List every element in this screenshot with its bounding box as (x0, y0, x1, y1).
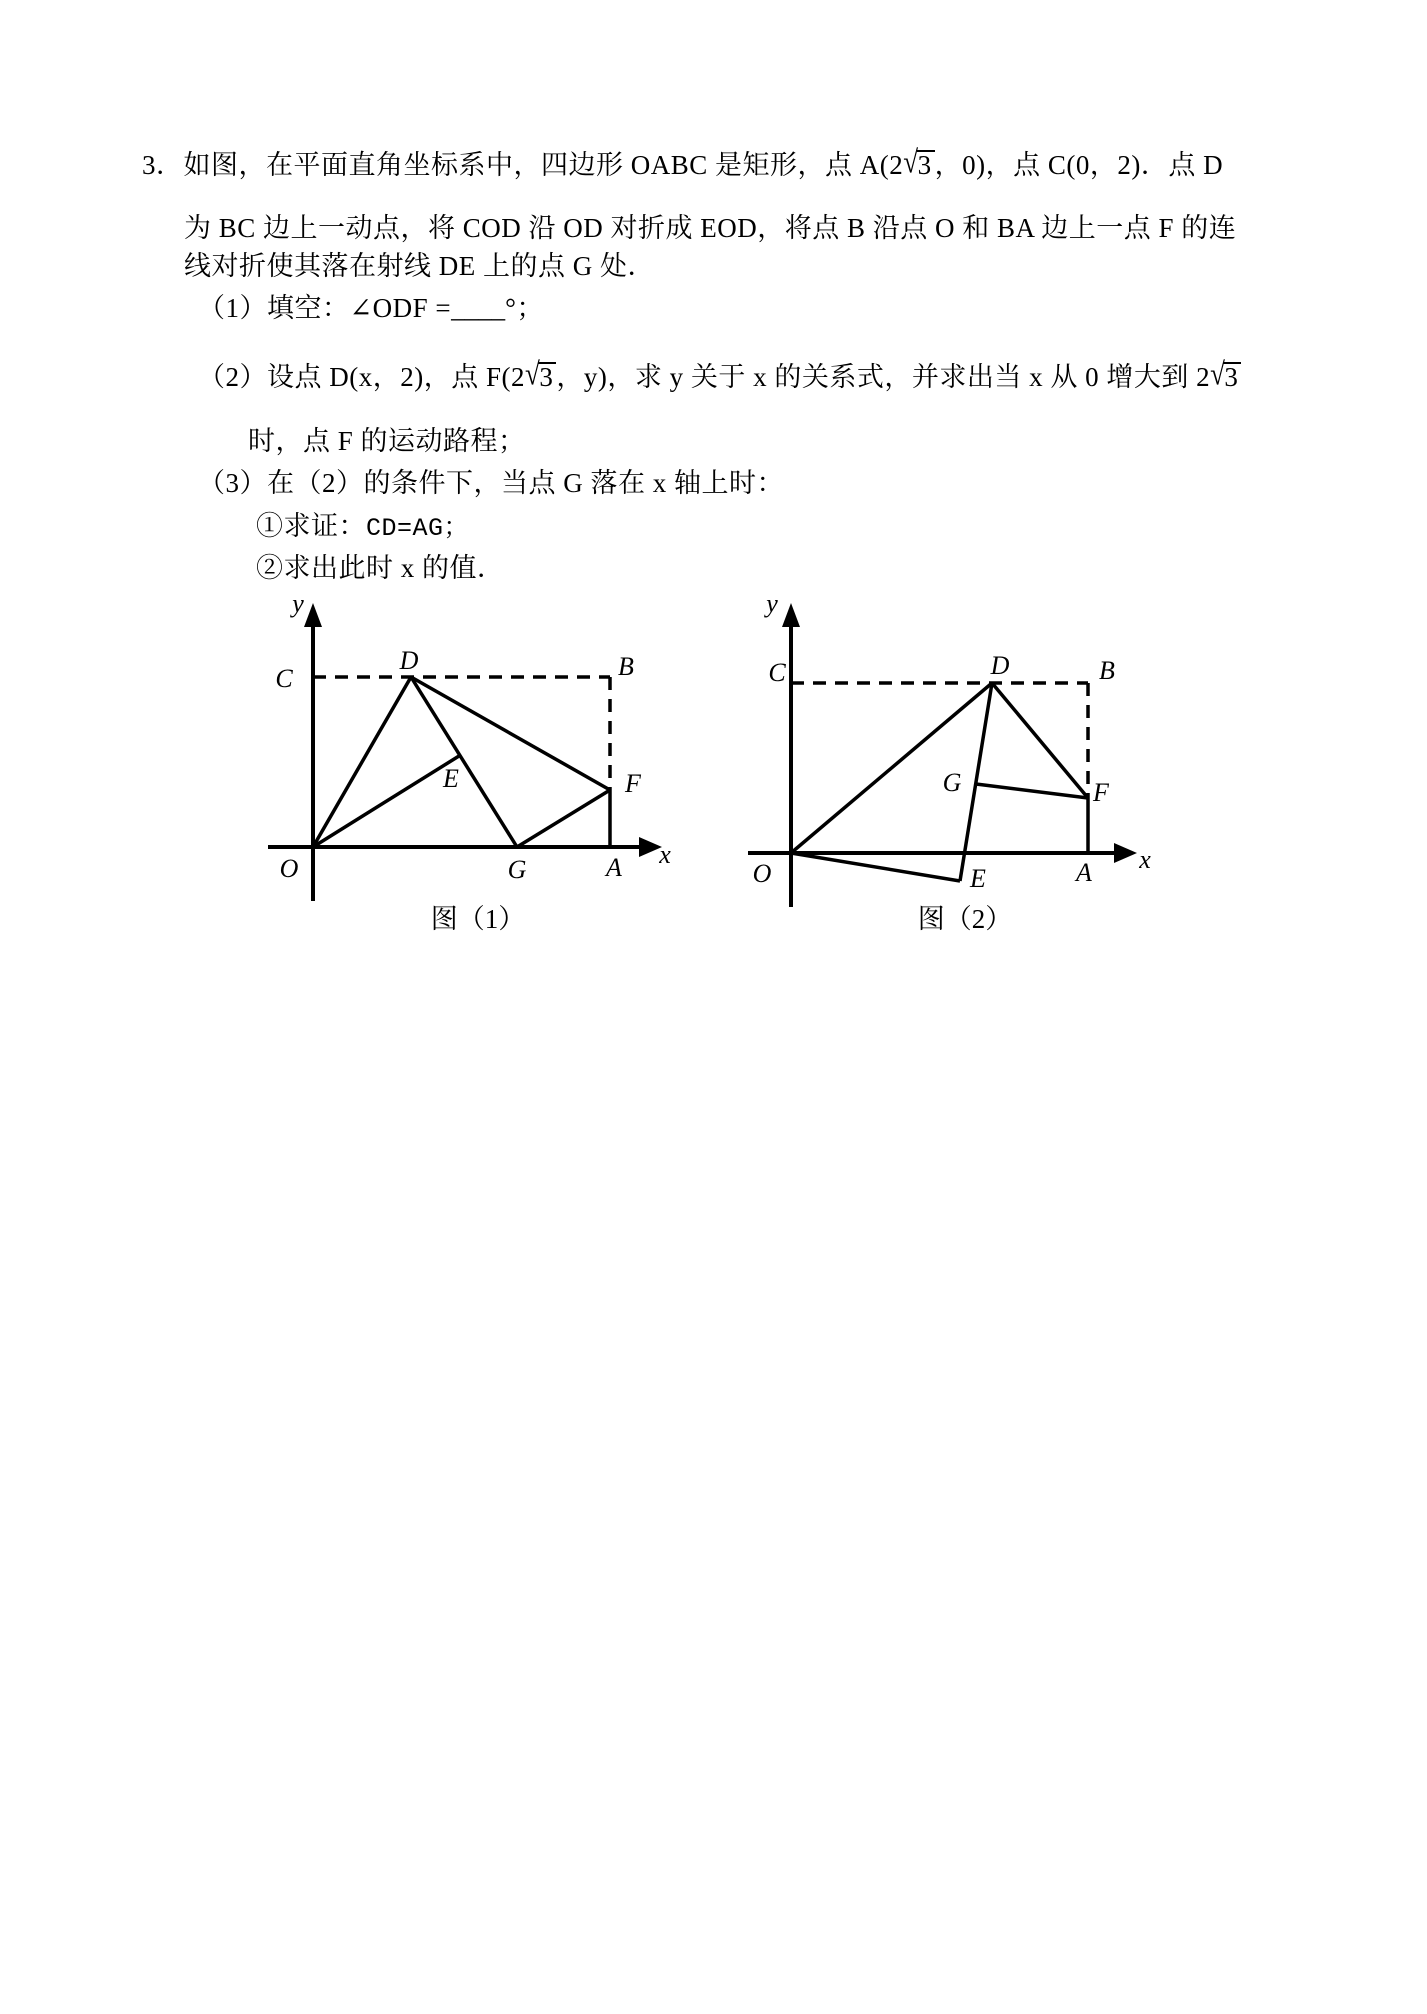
part-3-sub-1 (256, 509, 469, 546)
part2-text-b: ，y)，求 y 关于 x 的关系式，并求出当 x 从 0 增大到 2 (556, 362, 1211, 392)
problem-line-1 (142, 144, 1224, 182)
part3-sub1-equation: CD=AG； (366, 514, 470, 543)
fig2-label-O: O (752, 859, 772, 888)
fig1-caption: 图（1） (430, 904, 526, 934)
part2-text-a: （2）设点 D(x，2)，点 F(2 (198, 362, 525, 392)
fig1-label-B: B (618, 652, 634, 681)
radicand: 3 (1223, 362, 1241, 391)
fig2-label-F: F (1093, 778, 1109, 807)
radicand: 3 (538, 362, 556, 391)
problem-line-3 (184, 249, 655, 283)
sqrt-radical (903, 144, 934, 182)
fig2-label-y: y (766, 589, 778, 618)
fig1-label-C: C (275, 664, 293, 693)
figure-2 (735, 585, 1195, 950)
sqrt-radical (1210, 356, 1241, 394)
fig2-y-axis-arrow-icon (782, 603, 800, 627)
fig2-label-D: D (990, 651, 1010, 680)
part-3-line (198, 466, 784, 500)
fig1-label-y: y (292, 589, 304, 618)
problem-number: 3． (142, 150, 184, 180)
fig1-line-DG (411, 677, 517, 847)
part1-prefix: （1）填空：∠ODF = (198, 293, 452, 323)
fig2-line-OE (791, 853, 960, 881)
part3-sub1-label: ①求证： (256, 511, 366, 541)
fig2-label-G: G (942, 768, 962, 797)
part3-sub2-text: ②求出此时 x 的值． (256, 553, 505, 583)
figure-1 (195, 585, 695, 950)
fig1-label-x: x (659, 840, 671, 869)
fig1-line-OE (313, 756, 459, 847)
fig2-label-x: x (1139, 845, 1151, 874)
fill-in-blank: ____ (451, 293, 506, 323)
problem-line-2 (184, 211, 1236, 245)
fig2-caption: 图（2） (917, 904, 1013, 934)
fig1-label-E: E (443, 764, 459, 793)
fig1-y-axis-arrow-icon (304, 603, 322, 627)
line2-text: 为 BC 边上一动点，将 COD 沿 OD 对折成 EOD，将点 B 沿点 O 和 BA 边上一点 F 的连 (184, 213, 1237, 243)
part1-suffix: °； (505, 293, 544, 323)
fig1-line-DF (411, 677, 610, 790)
fig1-line-GF (517, 790, 610, 847)
radical-sign: √ (525, 356, 541, 392)
line3-text: 线对折使其落在射线 DE 上的点 G 处． (184, 251, 655, 281)
radicand: 3 (917, 150, 935, 179)
fig2-line-DF (992, 683, 1088, 798)
part2-cont-text: 时，点 F 的运动路程； (248, 426, 526, 456)
part-1-line (198, 291, 544, 325)
fig2-label-E: E (970, 864, 986, 893)
part-2-line-2 (248, 424, 526, 458)
radical-sign: √ (1210, 356, 1226, 392)
fig1-label-A: A (606, 853, 622, 882)
part3-intro-text: （3）在（2）的条件下，当点 G 落在 x 轴上时： (198, 468, 784, 498)
fig2-label-A: A (1076, 858, 1092, 887)
fig1-line-OD (313, 677, 411, 847)
part-3-sub-2 (256, 551, 505, 585)
fig2-line-OD (791, 683, 992, 853)
fig1-label-D: D (399, 646, 419, 675)
part-2-line-1 (198, 356, 1241, 394)
fig2-label-B: B (1099, 656, 1115, 685)
radical-sign: √ (903, 144, 919, 180)
line1-text-b: ，0)，点 C(0，2)．点 D (934, 150, 1224, 180)
fig2-x-axis-arrow-icon (1114, 843, 1137, 863)
fig2-label-C: C (768, 658, 786, 687)
line1-text-a: 如图，在平面直角坐标系中，四边形 OABC 是矩形，点 A(2 (183, 150, 904, 180)
fig1-label-O: O (279, 854, 299, 883)
fig2-line-GF (976, 784, 1088, 798)
fig1-label-G: G (507, 855, 527, 884)
fig1-label-F: F (625, 769, 641, 798)
sqrt-radical (525, 356, 556, 394)
